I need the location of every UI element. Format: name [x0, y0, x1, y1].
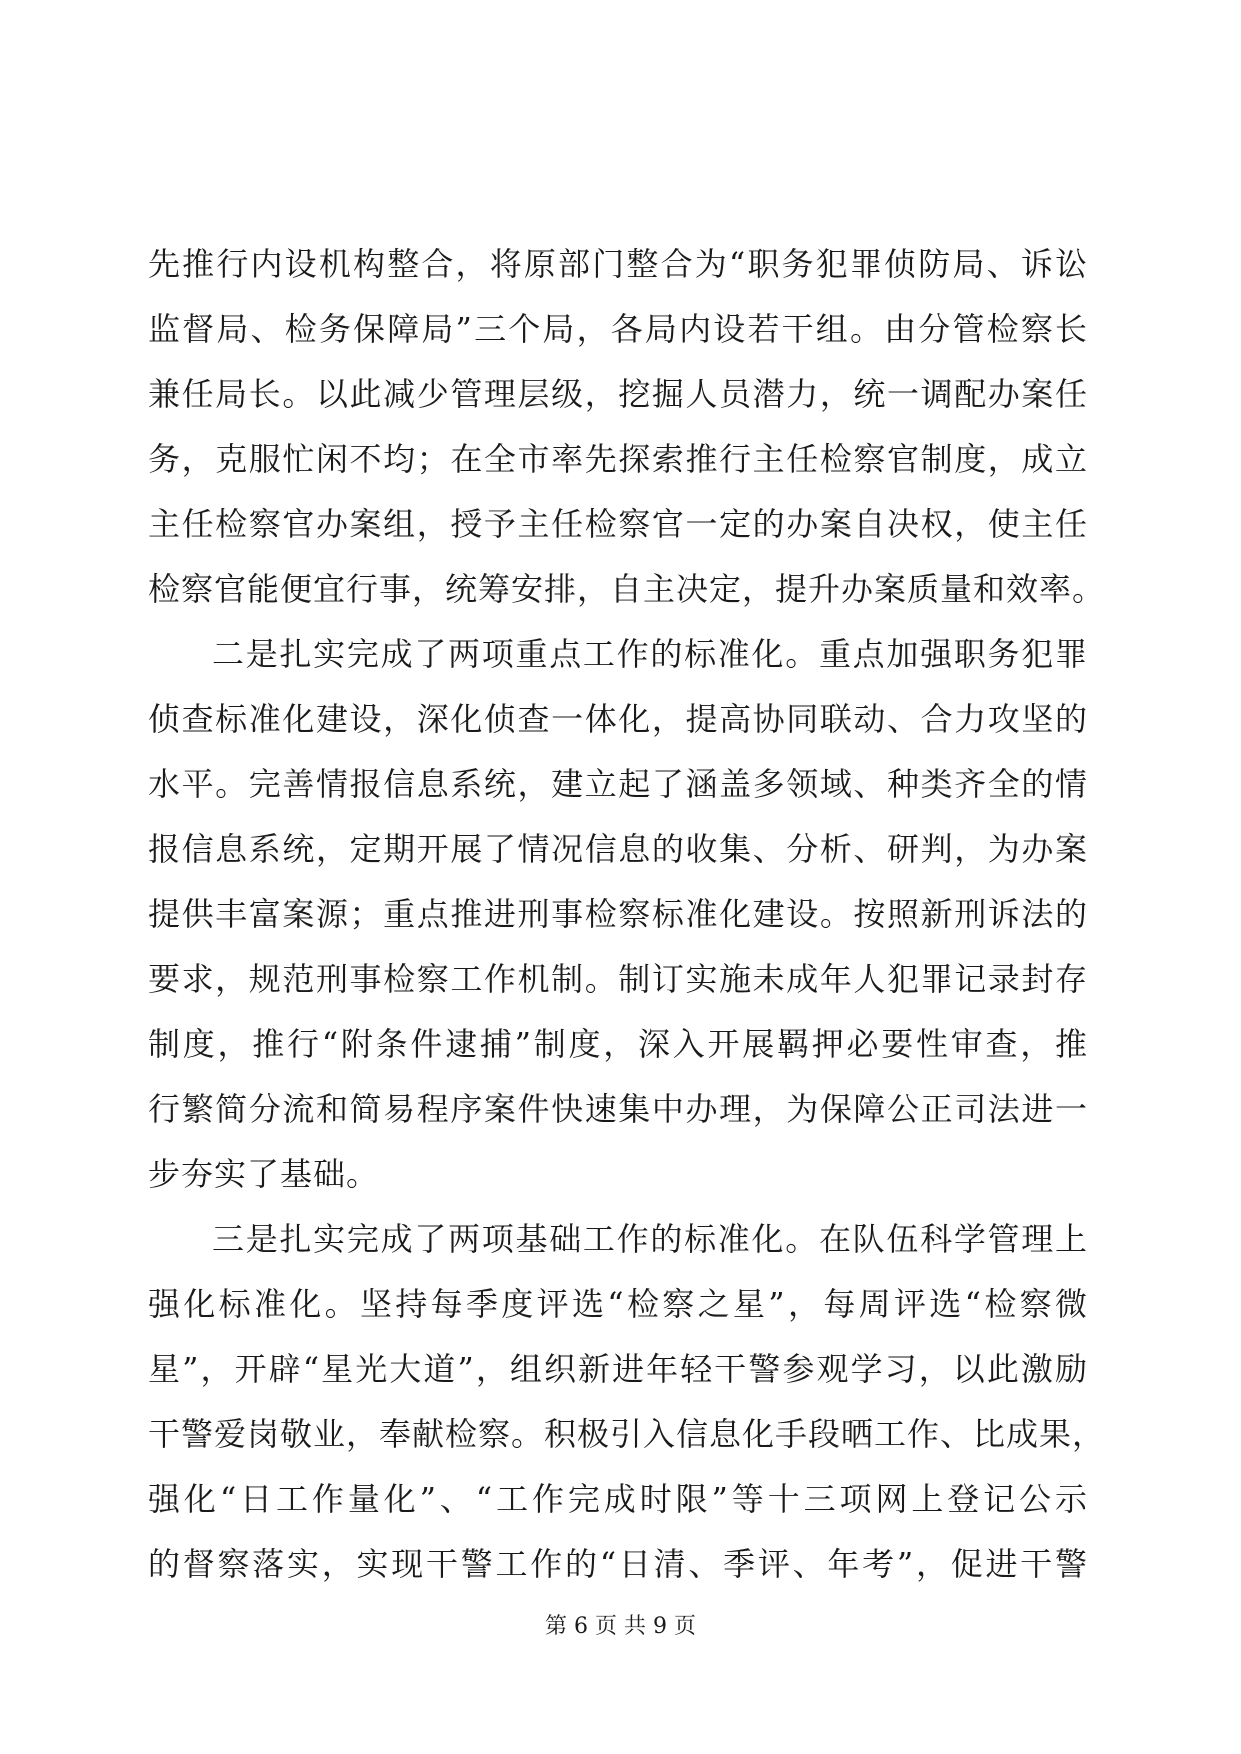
- page-number: 第 6 页 共 9 页: [545, 1614, 696, 1639]
- text-line: 干警爱岗敬业，奉献检察。积极引入信息化手段晒工作、比成果，: [148, 1415, 1106, 1453]
- text-line: 强化“日工作量化”、“工作完成时限”等十三项网上登记公示: [148, 1480, 1088, 1518]
- text-line: 提供丰富案源；重点推进刑事检察标准化建设。按照新刑诉法的: [148, 895, 1088, 933]
- page-footer: [0, 1612, 1241, 1642]
- paragraph-2: [148, 622, 1088, 1207]
- text-line: 主任检察官办案组，授予主任检察官一定的办案自决权，使主任: [148, 505, 1088, 543]
- text-line: 二是扎实完成了两项重点工作的标准化。重点加强职务犯罪: [212, 635, 1088, 673]
- text-line: 检察官能便宜行事，统筹安排，自主决定，提升办案质量和效率。: [148, 570, 1106, 608]
- paragraph-1: [148, 232, 1106, 622]
- text-line: 三是扎实完成了两项基础工作的标准化。在队伍科学管理上: [212, 1220, 1088, 1258]
- text-line: 兼任局长。以此减少管理层级，挖掘人员潜力，统一调配办案任: [148, 375, 1088, 413]
- text-line: 务，克服忙闲不均；在全市率先探索推行主任检察官制度，成立: [148, 440, 1088, 478]
- text-line: 要求，规范刑事检察工作机制。制订实施未成年人犯罪记录封存: [148, 960, 1088, 998]
- text-line: 制度，推行“附条件逮捕”制度，深入开展羁押必要性审查，推: [148, 1025, 1088, 1063]
- text-line: 行繁简分流和简易程序案件快速集中办理，为保障公正司法进一: [148, 1090, 1088, 1128]
- paragraph-3: [148, 1207, 1106, 1597]
- text-line: 监督局、检务保障局”三个局，各局内设若干组。由分管检察长: [148, 310, 1088, 348]
- text-line: 强化标准化。坚持每季度评选“检察之星”，每周评选“检察微: [148, 1285, 1088, 1323]
- text-line: 先推行内设机构整合，将原部门整合为“职务犯罪侦防局、诉讼: [148, 245, 1088, 283]
- text-line: 步夯实了基础。: [148, 1155, 380, 1193]
- document-body: [148, 232, 1106, 1597]
- text-line: 侦查标准化建设，深化侦查一体化，提高协同联动、合力攻坚的: [148, 700, 1088, 738]
- text-line: 星”，开辟“星光大道”，组织新进年轻干警参观学习，以此激励: [148, 1350, 1088, 1388]
- text-line: 水平。完善情报信息系统，建立起了涵盖多领域、种类齐全的情: [148, 765, 1088, 803]
- text-line: 报信息系统，定期开展了情况信息的收集、分析、研判，为办案: [148, 830, 1088, 868]
- text-line: 的督察落实，实现干警工作的“日清、季评、年考”，促进干警: [148, 1545, 1088, 1583]
